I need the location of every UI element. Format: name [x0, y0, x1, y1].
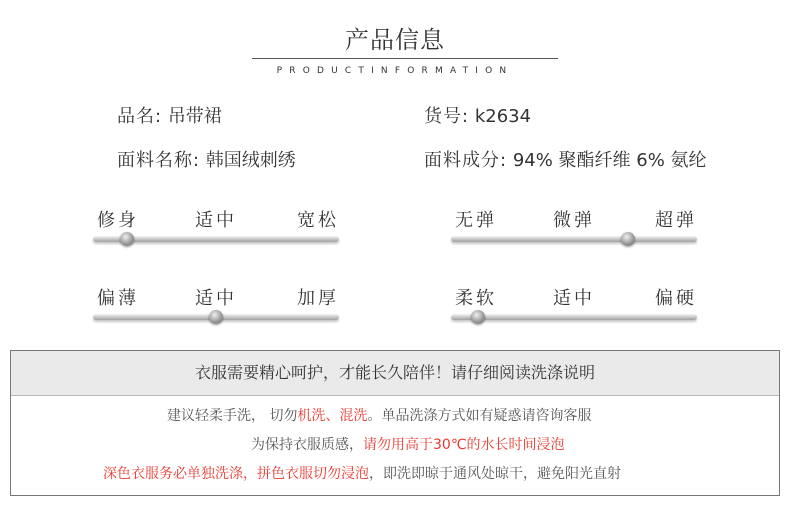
fit-slider-right-label: 宽松 [297, 210, 339, 231]
thickness-slider [93, 284, 339, 324]
care-line-2 [251, 434, 565, 454]
thickness-slider-right-label: 加厚 [297, 288, 339, 309]
fit-slider [93, 206, 339, 246]
care-line-1-part-c: 。单品洗涤方式如有疑惑请咨询客服 [367, 408, 592, 424]
care-line-3-part-b: ，即洗即晾于通风处晾干，避免阳光直射 [369, 466, 621, 482]
thickness-slider-left-label: 偏薄 [97, 288, 139, 309]
care-line-3 [103, 463, 621, 483]
care-heading: 衣服需要精心呵护，才能长久陪伴！请仔细阅读洗涤说明 [11, 351, 779, 396]
softness-slider [451, 284, 697, 324]
care-line-2-warning: 请勿用高于30℃的水长时间浸泡 [363, 437, 565, 453]
thickness-slider-center-label: 适中 [195, 288, 237, 309]
care-line-1-warning: 机洗、混洗 [297, 408, 368, 424]
elasticity-slider-track [451, 236, 697, 242]
elasticity-slider-left-label: 无弹 [455, 210, 497, 231]
elasticity-slider [451, 206, 697, 246]
elasticity-slider-knob [621, 232, 635, 246]
elasticity-slider-center-label: 微弹 [553, 210, 595, 231]
fit-slider-knob [120, 232, 134, 246]
fit-slider-left-label: 修身 [97, 210, 139, 231]
product-sku [424, 102, 531, 128]
product-sku-value: k2634 [474, 106, 532, 127]
care-line-3-warning: 深色衣服务必单独洗涤，拼色衣服切勿浸泡 [103, 466, 369, 482]
page-subtitle: PRODUCTINFORMATION [276, 66, 514, 76]
softness-slider-center-label: 适中 [553, 288, 595, 309]
title-divider [252, 58, 558, 59]
care-line-2-part-a: 为保持衣服质感， [251, 437, 363, 453]
fabric-composition [424, 146, 707, 172]
thickness-slider-knob [209, 310, 223, 324]
product-name-label: 品名: [117, 106, 163, 127]
care-instructions [10, 350, 780, 496]
care-line-1 [167, 405, 591, 425]
fabric-composition-label: 面料成分: [424, 150, 508, 171]
softness-slider-left-label: 柔软 [455, 288, 497, 309]
fabric-name [117, 146, 296, 172]
softness-slider-right-label: 偏硬 [655, 288, 697, 309]
care-line-1-part-a: 建议轻柔手洗， 切勿 [167, 408, 298, 424]
fit-slider-center-label: 适中 [195, 210, 237, 231]
product-name [117, 102, 222, 128]
fabric-composition-value: 94% 聚酯纤维 6% 氨纶 [512, 150, 707, 171]
fabric-name-value: 韩国绒刺绣 [205, 150, 296, 171]
elasticity-slider-right-label: 超弹 [655, 210, 697, 231]
softness-slider-knob [471, 310, 485, 324]
fabric-name-label: 面料名称: [117, 150, 201, 171]
product-sku-label: 货号: [424, 106, 470, 127]
product-name-value: 吊带裙 [167, 106, 222, 127]
page-title: 产品信息 [345, 26, 445, 54]
softness-slider-track [451, 314, 697, 320]
